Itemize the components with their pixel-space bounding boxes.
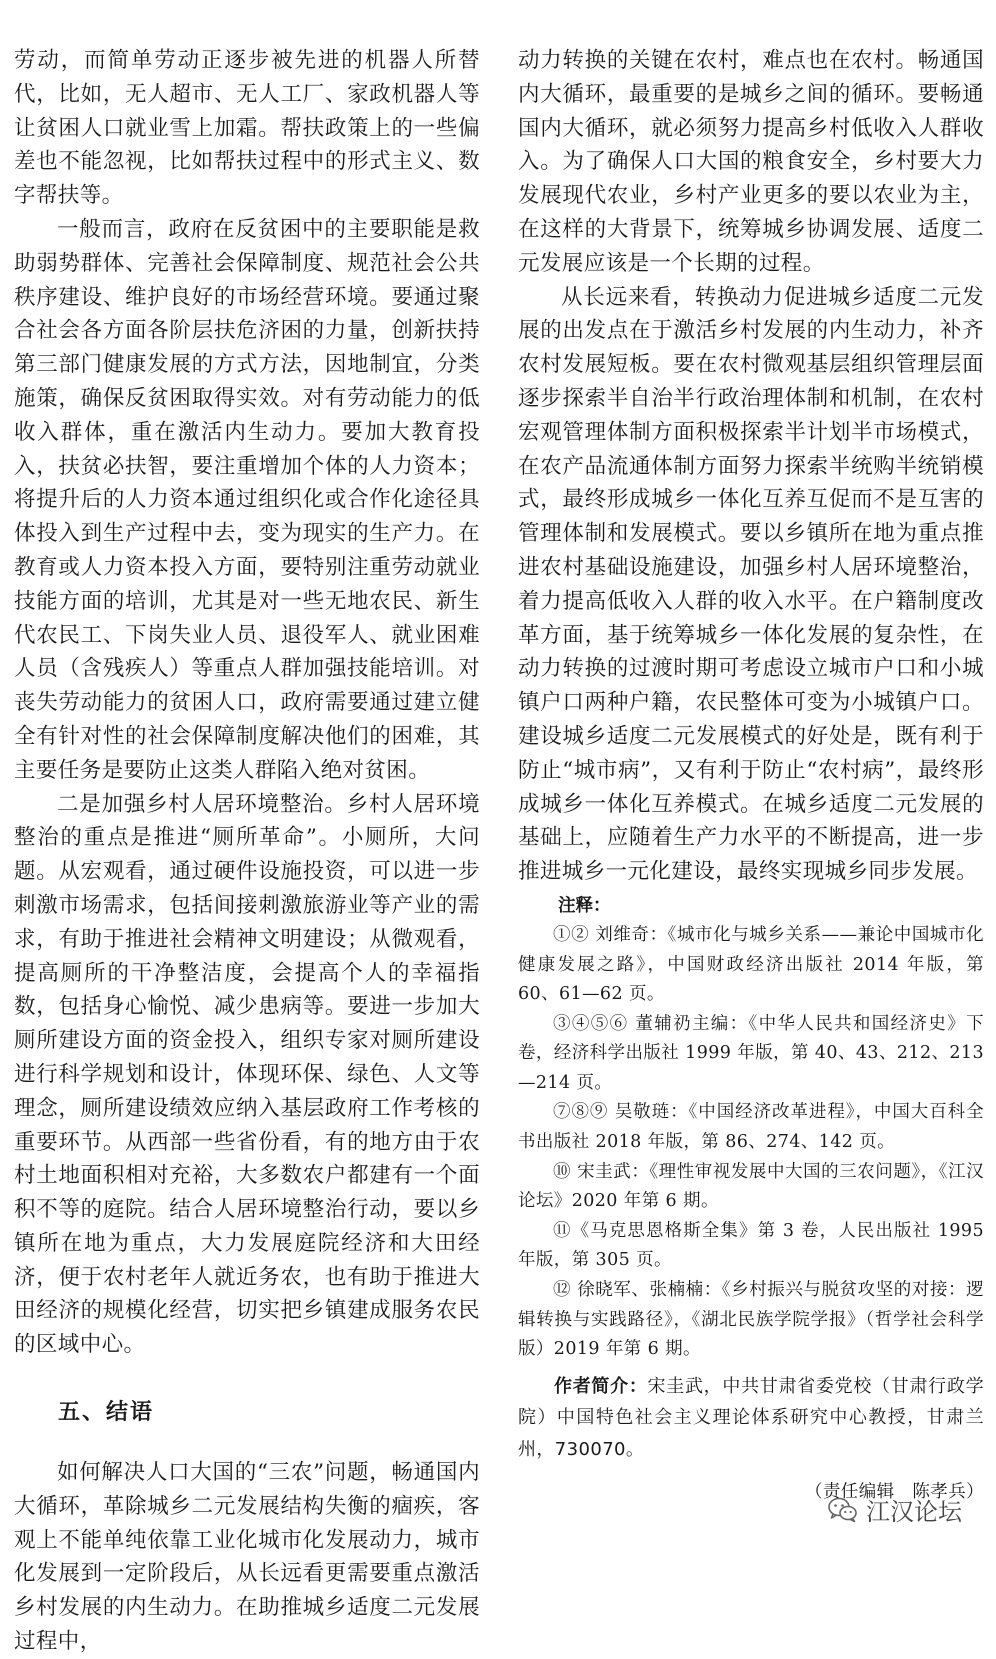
watermark-text: 江汉论坛 [866,1498,962,1526]
right-column [518,44,984,1507]
author-bio-label: 作者简介： [554,1375,648,1397]
author-bio [518,1371,984,1466]
editor-credit: （责任编辑 陈孝兵） [805,1482,984,1503]
watermark [828,1492,962,1527]
section-title: 五、结语 [58,1400,155,1426]
body-paragraph-2: 一般而言，政府在反贫困中的主要职能是救助弱势群体、完善社会保障制度、规范社会公共秩序建设、维护良好的市场经营环境。要通过聚合社会各方面各阶层扶危济困的力量，创新扶持第三部门健康发展的方式方法，因地制宜，分类施策，确保反贫困取得实效。对有劳动能力的低收入群体，重在激活内生动力。要加大教育投入，扶贫必扶智，要注重增加个体的人力资本；将提升后的人力资本通过组织化或合作化途径具体投入到生产过程中去，变为现实的生产力。在教育或人力资本投入方面，要特别注重劳动就业技能方面的培训，尤其是对一些无地农民、新生代农民工、下岗失业人员、退役军人、就业困难人员（含残疾人）等重点人群加强技能培训。对丧失劳动能力的贫困人口，政府需要通过建立健全有针对性的社会保障制度解决他们的困难，其主要任务是要防止这类人群陷入绝对贫困。 [14,216,480,783]
left-column [14,44,480,1659]
wechat-icon [828,1497,858,1523]
author-bio-text: 宋圭武，中共甘肃省委党校（甘肃行政学院）中国特色社会主义理论体系研究中心教授，甘肃兰州，730070。 [518,1375,984,1460]
notes-title: 注释： [558,895,611,916]
body-paragraph-6: 从长远来看，转换动力促进城乡适度二元发展的出发点在于激活乡村发展的内生动力，补齐农村发展短板。要在农村微观基层组织管理层面逐步探索半自治半行政治理体制和机制，在农村宏观管理体制方面积极探索半计划半市场模式，在农产品流通体制方面努力探索半统购半统销模式，最终形成城乡一体化互养互促而不是互害的管理体制和发展模式。要以乡镇所在地为重点推进农村基础设施建设，加强乡村人居环境整治，着力提高低收入人群的收入水平。在户籍制度改革方面，基于统筹城乡一体化发展的复杂性，在动力转换的过渡时期可考虑设立城市户口和小城镇户口两种户籍，农民整体可变为小城镇户口。建设城乡适度二元发展模式的好处是，既有利于防止“城市病”，又有利于防止“农村病”，最终形成城乡一体化互养模式。在城乡适度二元发展的基础上，应随着生产力水平的不断提高，进一步推进城乡一元化建设，最终实现城乡同步发展。 [518,284,984,885]
note-item: ⑩ 宋圭武：《理性审视发展中大国的三农问题》，《江汉论坛》2020 年第 6 期。 [518,1161,984,1212]
body-paragraph-3: 二是加强乡村人居环境整治。乡村人居环境整治的重点是推进“厕所革命”。小厕所，大问题。从宏观看，通过硬件设施投资，可以进一步刺激市场需求，包括间接刺激旅游业等产业的需求，有助于推进社会精神文明建设；从微观看，提高厕所的干净整洁度，会提高个人的幸福指数，包括身心愉悦、减少患病等。要进一步加大厕所建设方面的资金投入，组织专家对厕所建设进行科学规划和设计，体现环保、绿色、人文等理念，厕所建设绩效应纳入基层政府工作考核的重要环节。从西部一些省份看，有的地方由于农村土地面积相对充裕，大多数农户都建有一个面积不等的庭院。结合人居环境整治行动，要以乡镇所在地为重点，大力发展庭院经济和大田经济，便于农村老年人就近务农，也有助于推进大田经济的规模化经营，切实把乡镇建成服务农民的区域中心。 [14,791,480,1358]
note-item: ⑫ 徐晓军、张楠楠：《乡村振兴与脱贫攻坚的对接：逻辑转换与实践路径》，《湖北民族学院学报》（哲学社会科学版）2019 年第 6 期。 [518,1280,984,1360]
note-item: ⑦⑧⑨ 吴敬琏：《中国经济改革进程》，中国大百科全书出版社 2018 年版，第 86、274、142 页。 [518,1102,984,1153]
note-item: ①② 刘维奇：《城市化与城乡关系——兼论中国城市化健康发展之路》，中国财政经济出版社 2014 年版，第 60、61—62 页。 [518,924,984,1005]
body-paragraph-1: 劳动，而简单劳动正逐步被先进的机器人所替代，比如，无人超市、无人工厂、家政机器人等让贫困人口就业雪上加霜。帮扶政策上的一些偏差也不能忽视，比如帮扶过程中的形式主义、数字帮扶等。 [14,48,480,209]
body-paragraph-5: 动力转换的关键在农村，难点也在农村。畅通国内大循环，最重要的是城乡之间的循环。要畅通国内大循环，就必须努力提高乡村低收入人群收入。为了确保人口大国的粮食安全，乡村要大力发展现代农业，乡村产业更多的要以农业为主，在这样的大背景下，统筹城乡协调发展、适度二元发展应该是一个长期的过程。 [518,48,984,276]
note-item: ③④⑤⑥ 董辅礽主编：《中华人民共和国经济史》下卷，经济科学出版社 1999 年版，第 40、43、212、213—214 页。 [518,1013,984,1093]
body-paragraph-4: 如何解决人口大国的“三农”问题，畅通国内大循环，革除城乡二元发展结构失衡的痼疾，客观上不能单纯依靠工业化城市化发展动力，城市化发展到一定阶段后，从长远看更需要重点激活乡村发展的内生动力。在助推城乡适度二元发展过程中， [14,1460,480,1655]
note-item: ⑪《马克思恩格斯全集》第 3 卷，人民出版社 1995 年版，第 305 页。 [518,1220,984,1271]
